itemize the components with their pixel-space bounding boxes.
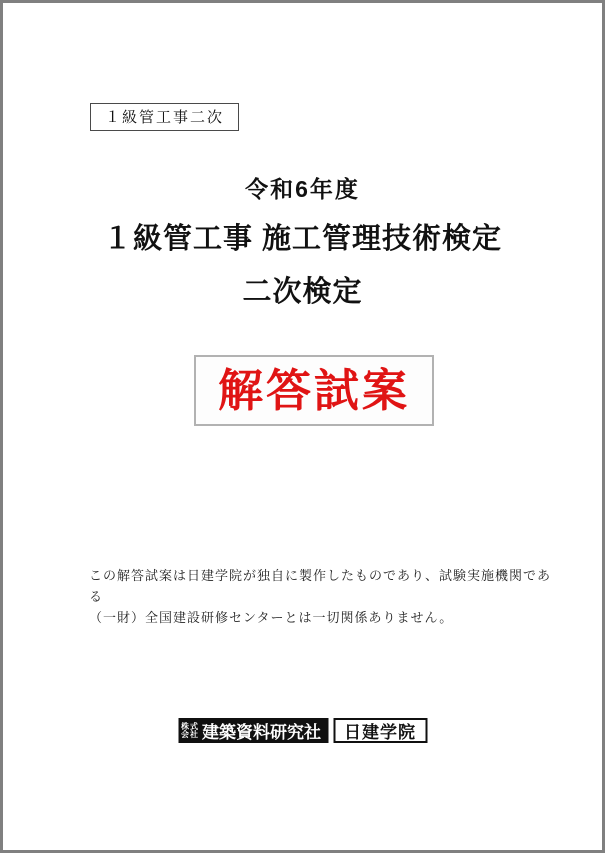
company-type-prefix-bottom: 会社 (181, 729, 199, 739)
disclaimer-text (89, 565, 559, 628)
answer-draft-box (194, 355, 434, 426)
disclaimer-line-1: この解答試案は日建学院が独自に製作したものであり、試験実施機関である (89, 568, 552, 604)
publisher-company-block (178, 718, 328, 743)
corner-category-label: １級管工事二次 (90, 103, 239, 131)
school-name-badge: 日建学院 (333, 718, 427, 743)
exam-title-heading: １級管工事 施工管理技術検定 (102, 223, 503, 255)
company-type-prefix (181, 723, 199, 739)
publisher-company-name: 建築資料研究社 (202, 723, 321, 742)
exam-stage-heading: 二次検定 (242, 276, 363, 308)
disclaimer-line-2: （一財）全国建設研修センターとは一切関係ありません。 (89, 610, 454, 625)
fiscal-year-heading: 令和6年度 (245, 176, 360, 202)
publisher-logo (178, 718, 427, 743)
company-type-prefix-top: 株式 (181, 721, 199, 731)
answer-draft-label: 解答試案 (217, 365, 410, 416)
